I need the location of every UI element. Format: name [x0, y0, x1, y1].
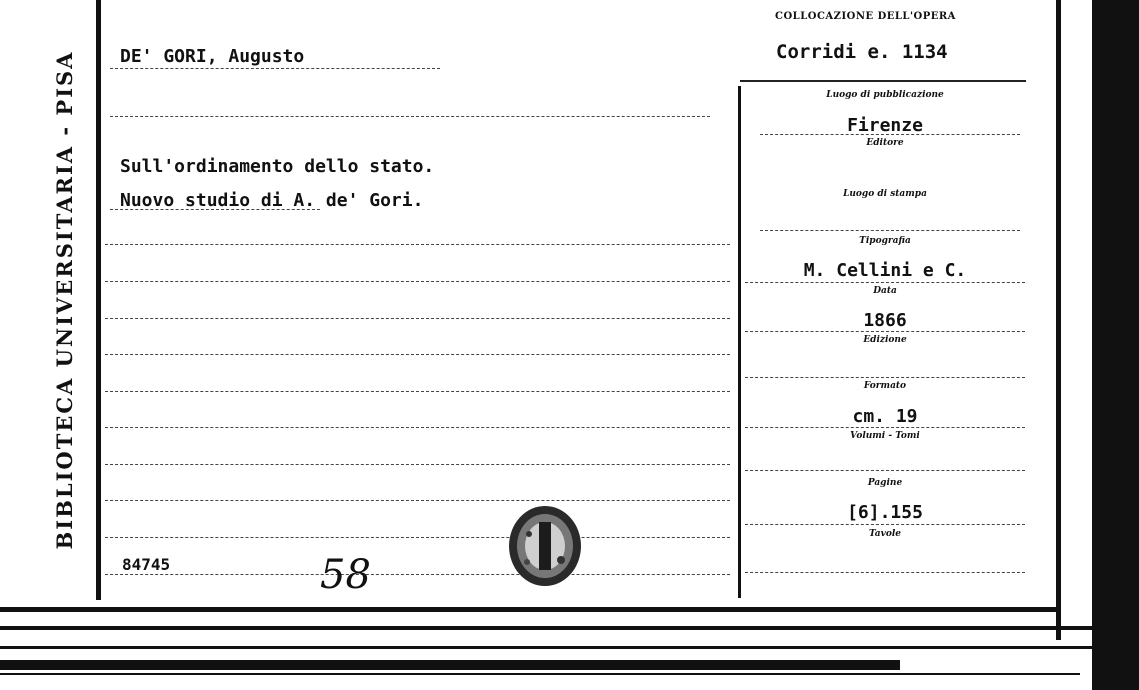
date-line	[745, 331, 1025, 332]
library-name: BIBLIOTECA UNIVERSITARIA - PISA	[52, 50, 77, 550]
format-line	[745, 427, 1025, 428]
collocation-header: COLLOCAZIONE DELL'OPERA	[775, 11, 956, 22]
bottom-band-2	[0, 626, 1092, 630]
bottom-band-5	[0, 673, 1080, 675]
rule-6	[105, 354, 730, 355]
edition-line	[745, 377, 1025, 378]
plates-line	[745, 572, 1025, 573]
rule-1	[110, 116, 710, 117]
handwritten-note: 58	[320, 552, 371, 598]
ink-stamp-icon	[505, 504, 585, 588]
right-border-inner	[1056, 0, 1061, 640]
pages-label: Pagine	[867, 478, 903, 488]
publisher-label: Editore	[866, 138, 904, 148]
author-name: DE' GORI, Augusto	[120, 46, 305, 67]
volumes-line	[745, 470, 1025, 471]
place-label: Luogo di pubblicazione	[826, 90, 944, 100]
collocation-underline	[740, 80, 1026, 82]
right-border-dark	[1092, 0, 1139, 690]
rule-2	[110, 209, 320, 210]
rule-12	[105, 574, 730, 575]
title-line-2: Nuovo studio di A. de' Gori.	[120, 190, 424, 211]
bottom-band-4	[0, 660, 900, 670]
format-label: Formato	[863, 381, 907, 391]
pages-line	[745, 524, 1025, 525]
rule-5	[105, 318, 730, 319]
bottom-band-3	[0, 646, 1092, 649]
pages-value: [6].155	[847, 502, 923, 523]
volumes-label: Volumi - Tomi	[850, 431, 920, 441]
printer-label: Tipografia	[859, 236, 911, 246]
rule-3	[105, 244, 730, 245]
format-value: cm. 19	[852, 406, 918, 427]
date-label: Data	[873, 286, 897, 296]
collocation-value: Corridi e. 1134	[776, 41, 948, 63]
print-place-line	[760, 230, 1020, 231]
rule-10	[105, 500, 730, 501]
edition-label: Edizione	[863, 335, 907, 345]
rule-11	[105, 537, 730, 538]
title-line-1: Sull'ordinamento dello stato.	[120, 156, 435, 177]
inventory-number: 84745	[122, 555, 171, 574]
place-value: Firenze	[847, 115, 923, 136]
printer-value: M. Cellini e C.	[803, 260, 967, 281]
rule-8	[105, 427, 730, 428]
author-line	[110, 68, 440, 69]
rule-4	[105, 281, 730, 282]
printer-line	[745, 282, 1025, 283]
date-value: 1866	[863, 310, 907, 331]
rule-9	[105, 464, 730, 465]
print-place-label: Luogo di stampa	[843, 189, 927, 199]
bottom-band-1	[0, 607, 1060, 612]
left-border	[96, 0, 101, 600]
plates-label: Tavole	[868, 529, 902, 539]
publisher-line	[760, 134, 1020, 135]
rule-7	[105, 391, 730, 392]
